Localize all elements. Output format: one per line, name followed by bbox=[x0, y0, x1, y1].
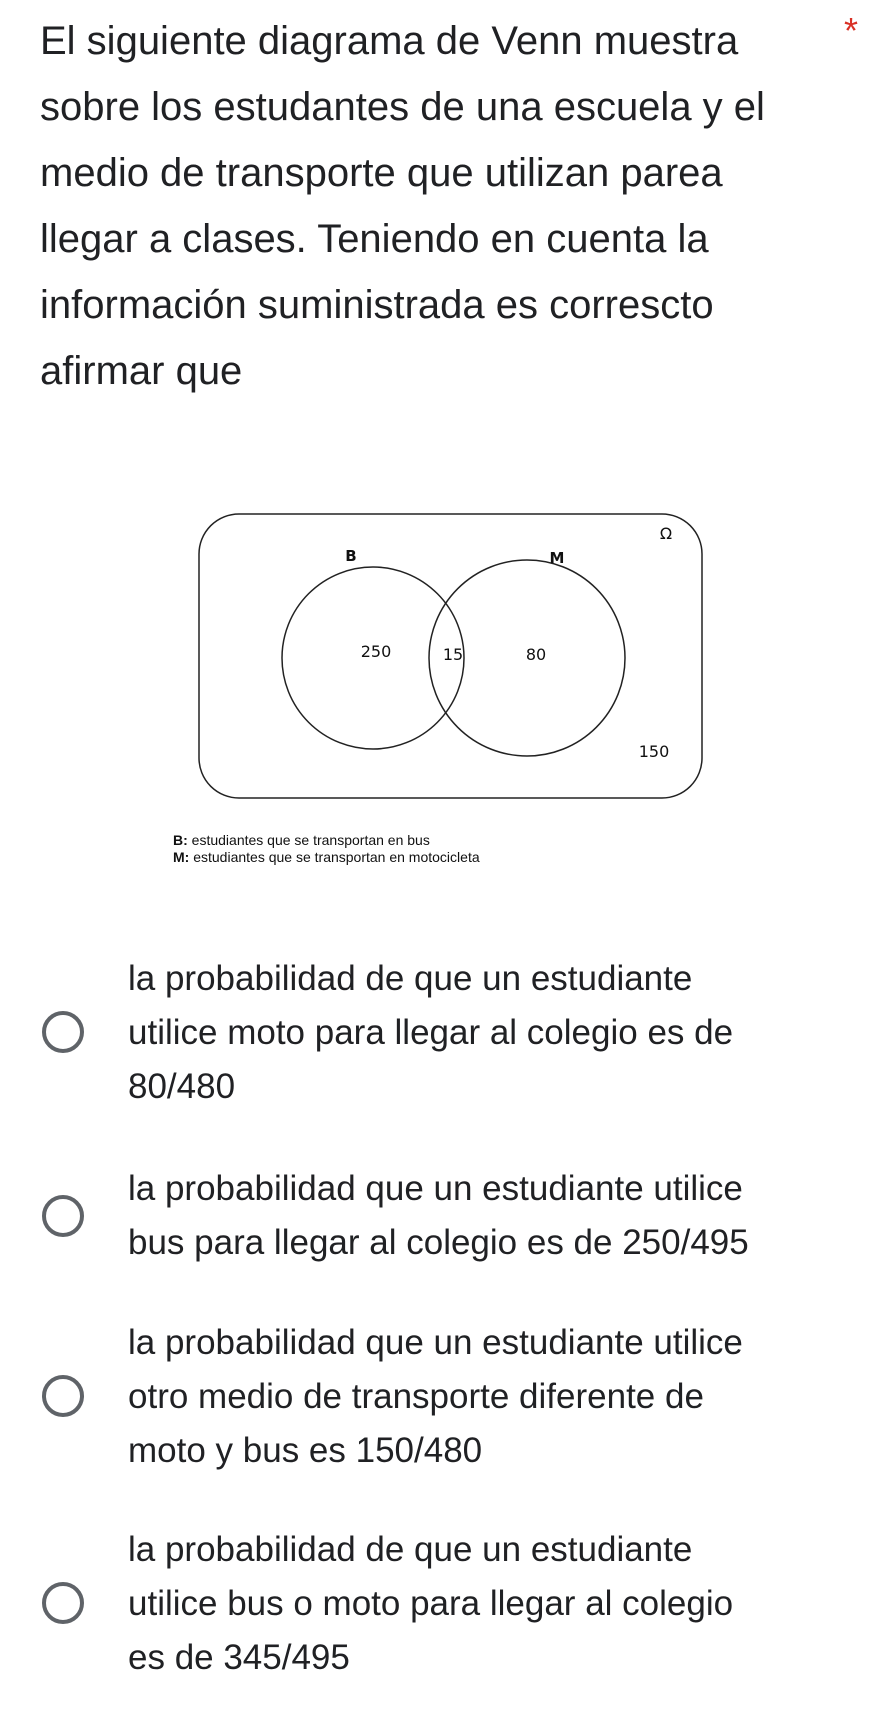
venn-diagram bbox=[0, 500, 877, 820]
required-asterisk: * bbox=[844, 10, 859, 51]
question-line: llegar a clases. Teniendo en cuenta la bbox=[40, 217, 709, 261]
question-line: El siguiente diagrama de Venn muestra bbox=[40, 19, 739, 63]
question-line: sobre los estudantes de una escuela y el bbox=[40, 85, 765, 129]
question-line: afirmar que bbox=[40, 349, 243, 393]
answer-option-4[interactable] bbox=[0, 1523, 877, 1685]
question-text bbox=[40, 8, 830, 404]
answer-option-3[interactable] bbox=[0, 1316, 877, 1478]
option-4-text[interactable]: la probabilidad de que un estudiante utilice bus o moto para llegar al colegio es de 345/495 bbox=[128, 1530, 734, 1677]
venn-legend bbox=[173, 832, 480, 866]
only-b-value: 250 bbox=[360, 642, 392, 661]
option-2-text[interactable]: la probabilidad que un estudiante utilice bus para llegar al colegio es de 250/495 bbox=[128, 1169, 749, 1262]
set-m-label: M bbox=[549, 549, 565, 567]
question-line: medio de transporte que utilizan parea bbox=[40, 151, 723, 195]
intersection-value: 15 bbox=[442, 645, 464, 664]
legend-item-b: B: estudiantes que se transportan en bus bbox=[173, 832, 430, 848]
radio-button-option-4[interactable] bbox=[42, 1582, 84, 1624]
set-b-label: B bbox=[345, 547, 357, 565]
only-m-value: 80 bbox=[525, 645, 547, 664]
option-1-text[interactable]: la probabilidad de que un estudiante utilice moto para llegar al colegio es de 80/480 bbox=[128, 959, 734, 1106]
universe-label: Ω bbox=[659, 524, 673, 543]
radio-button-option-2[interactable] bbox=[42, 1195, 84, 1237]
radio-button-option-1[interactable] bbox=[42, 1011, 84, 1053]
answer-option-2[interactable] bbox=[0, 1162, 877, 1270]
radio-button-option-3[interactable] bbox=[42, 1375, 84, 1417]
legend-item-m: M: estudiantes que se transportan en motocicleta bbox=[173, 849, 480, 865]
answer-option-1[interactable] bbox=[0, 952, 877, 1114]
question-line: información suministrada es correscto bbox=[40, 283, 714, 327]
outside-value: 150 bbox=[638, 742, 670, 761]
option-3-text[interactable]: la probabilidad que un estudiante utilice otro medio de transporte diferente de moto y bus es 150/480 bbox=[128, 1323, 743, 1470]
